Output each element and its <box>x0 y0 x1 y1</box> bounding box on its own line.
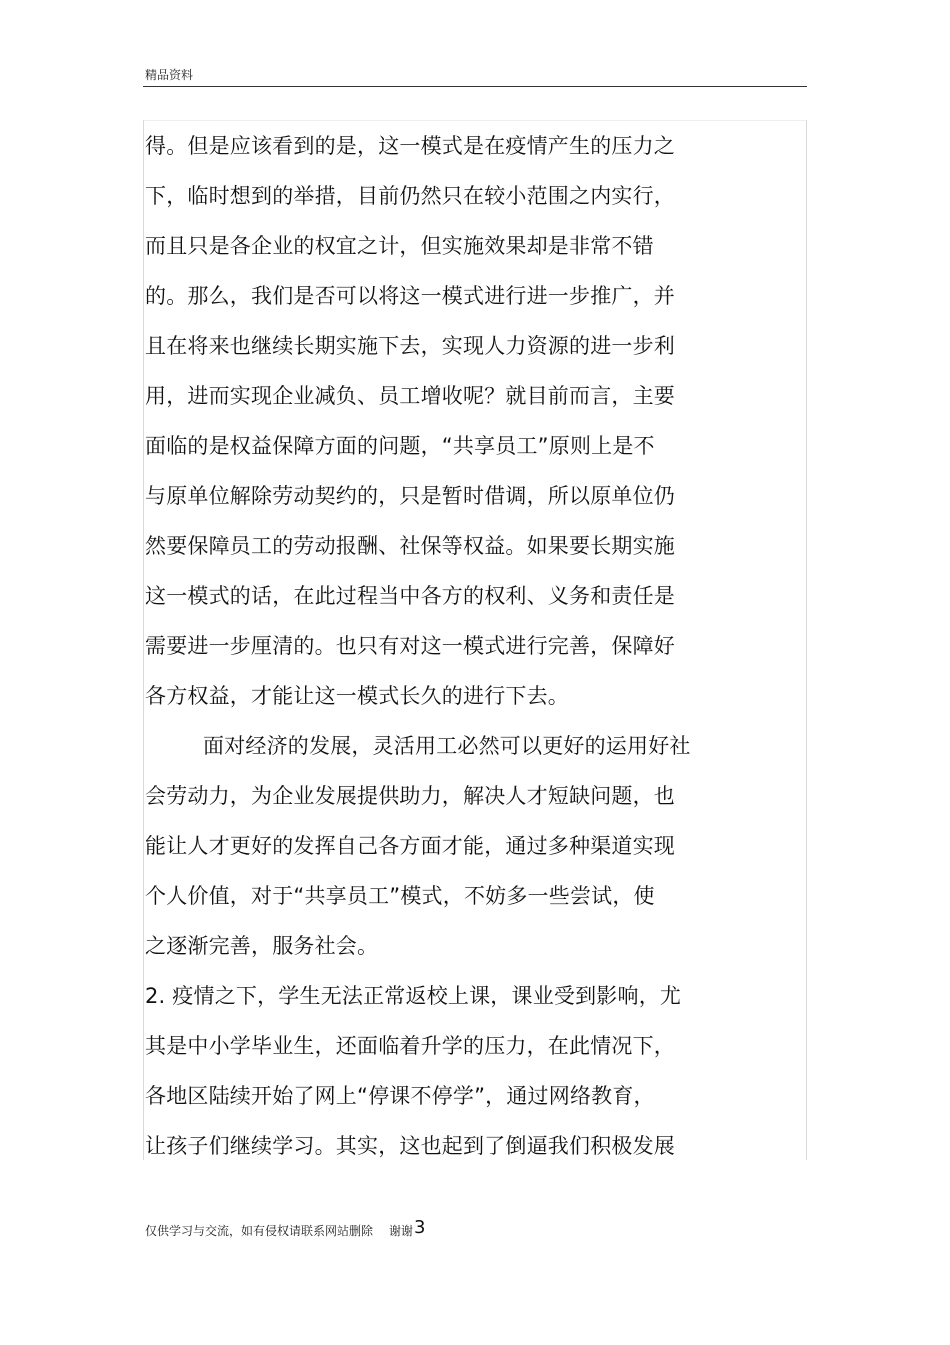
text-line: 得。但是应该看到的是，这一模式是在疫情产生的压力之 <box>145 134 675 158</box>
text-line: 其是中小学毕业生，还面临着升学的压力，在此情况下， <box>145 1034 675 1058</box>
text-line: 的。那么，我们是否可以将这一模式进行进一步推广，并 <box>145 284 675 308</box>
text-line: 面对经济的发展，灵活用工必然可以更好的运用好社 <box>203 734 691 758</box>
content-frame-left <box>143 120 144 1160</box>
footer-disclaimer: 仅供学习与交流，如有侵权请联系网站删除 <box>145 1224 374 1238</box>
text-line: 面临的是权益保障方面的问题，“共享员工”原则上是不 <box>145 434 655 458</box>
text-line: 且在将来也继续长期实施下去，实现人力资源的进一步利 <box>145 334 675 358</box>
text-line: 与原单位解除劳动契约的，只是暂时借调，所以原单位仍 <box>145 484 675 508</box>
text-line: 需要进一步厘清的。也只有对这一模式进行完善，保障好 <box>145 634 675 658</box>
text-line: 用，进而实现企业减负、员工增收呢？就目前而言，主要 <box>145 384 675 408</box>
text-line: 然要保障员工的劳动报酬、社保等权益。如果要长期实施 <box>145 534 675 558</box>
content-frame-top <box>143 120 807 121</box>
text-line: 这一模式的话，在此过程当中各方的权利、义务和责任是 <box>145 584 675 608</box>
text-line: 会劳动力，为企业发展提供助力，解决人才短缺问题，也 <box>145 784 675 808</box>
text-line: 而且只是各企业的权宜之计，但实施效果却是非常不错 <box>145 234 654 258</box>
text-line: 让孩子们继续学习。其实，这也起到了倒逼我们积极发展 <box>145 1134 675 1158</box>
content-frame-right <box>806 120 807 1160</box>
text-line: 能让人才更好的发挥自己各方面才能，通过多种渠道实现 <box>145 834 675 858</box>
text-line: 各地区陆续开始了网上“停课不停学”，通过网络教育， <box>145 1084 655 1108</box>
text-line: 各方权益，才能让这一模式长久的进行下去。 <box>145 684 569 708</box>
page-number: 3 <box>414 1217 426 1238</box>
text-line: 下，临时想到的举措，目前仍然只在较小范围之内实行， <box>145 184 675 208</box>
text-line: 个人价值，对于“共享员工”模式，不妨多一些尝试，使 <box>145 884 655 908</box>
text-line: 2. 疫情之下，学生无法正常返校上课，课业受到影响，尤 <box>145 984 682 1008</box>
header-divider <box>143 86 807 87</box>
footer-thanks: 谢谢 <box>389 1224 414 1238</box>
text-line: 之逐渐完善，服务社会。 <box>145 934 379 958</box>
header-label: 精品资料 <box>145 68 194 82</box>
